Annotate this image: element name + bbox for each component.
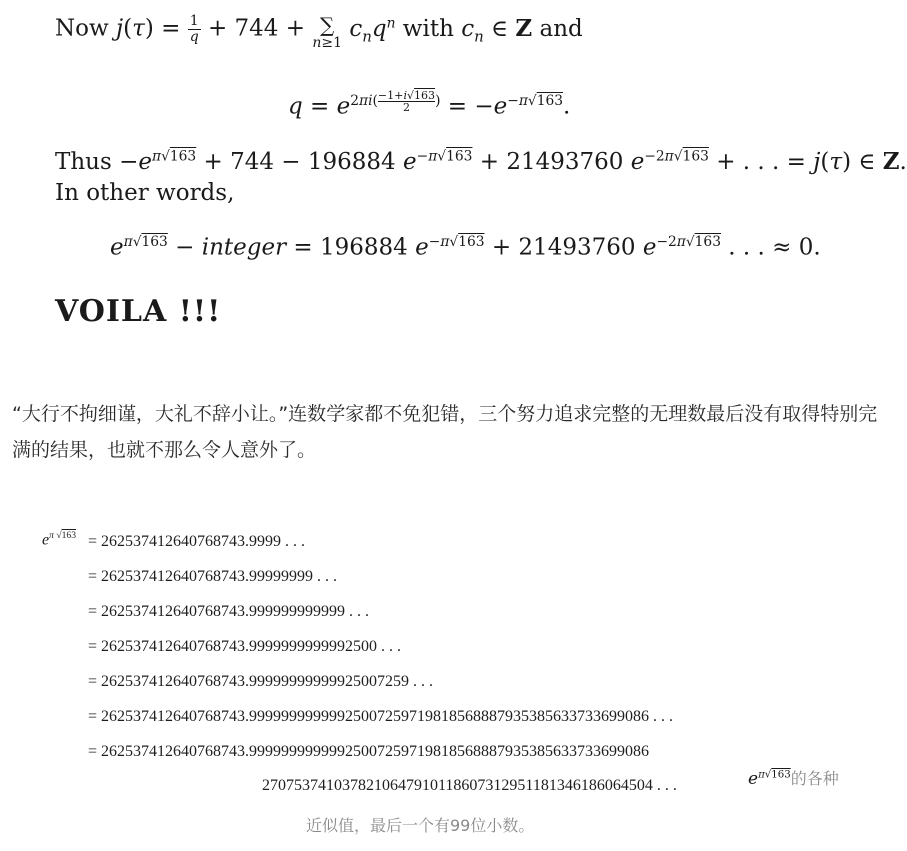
voila-heading: VOILA !!! bbox=[55, 294, 222, 329]
text-in-other-words: In other words, bbox=[55, 180, 235, 206]
figure-row: = 262537412640768743.99999999999925007259719818568887935385633733699086 bbox=[88, 743, 650, 760]
formula-q-definition: $q = e^{2\pi i( \frac{-1+i√163}{2} )} = -e^{-\pi√163}$. bbox=[288, 89, 571, 120]
figure-row: = 262537412640768743.99999999999925007259 . . . bbox=[88, 673, 434, 690]
formula-near-integer: $e^{\pi√163}$ − integer = 196884 $e^{-\pi√163} + 21493760$ $e^{-2\pi√163}$ . . . ≈ 0. bbox=[110, 234, 821, 261]
figure-row-continuation: 2707537410378210647910118607312951181346186064504 . . . bbox=[262, 777, 677, 794]
body-paragraph: “大行不拘细谨，大礼不辞小让。”连数学家都不免犯错，三个努力追求完整的无理数最后没有取得特别完满的结果，也就不那么令人意外了。 bbox=[12, 403, 878, 461]
formula-thus-line: Thus $-e^{\pi√163} + 744 - 196884$ $e^{-\pi√163} + 21493760$ $e^{-2\pi√163}$ + . . . = j(τ) ∈ Z. bbox=[55, 148, 907, 175]
figure-caption-line2: 近似值，最后一个有99位小数。 bbox=[306, 816, 535, 835]
figure-lhs: $e^{\pi √163}$ bbox=[42, 530, 76, 549]
figure-row: = 262537412640768743.9999 . . . bbox=[88, 533, 306, 550]
caption-suffix: 的各种 bbox=[790, 769, 839, 788]
figure-row: = 262537412640768743.99999999999925007259719818568887935385633733699086 . . . bbox=[88, 708, 674, 725]
figure-row: = 262537412640768743.999999999999 . . . bbox=[88, 603, 370, 620]
figure-row: = 262537412640768743.99999999 . . . bbox=[88, 568, 338, 585]
formula-j-expansion: Now j(τ) = $\frac{1}{q}$ + 744 + ∑ n≥1 $c_nq^n$ with $c_n$ ∈ Z and bbox=[55, 13, 583, 51]
figure-caption-line1: $e^{\pi√163}$的各种 bbox=[748, 769, 839, 789]
figure-row: = 262537412640768743.9999999999992500 . . . bbox=[88, 638, 402, 655]
